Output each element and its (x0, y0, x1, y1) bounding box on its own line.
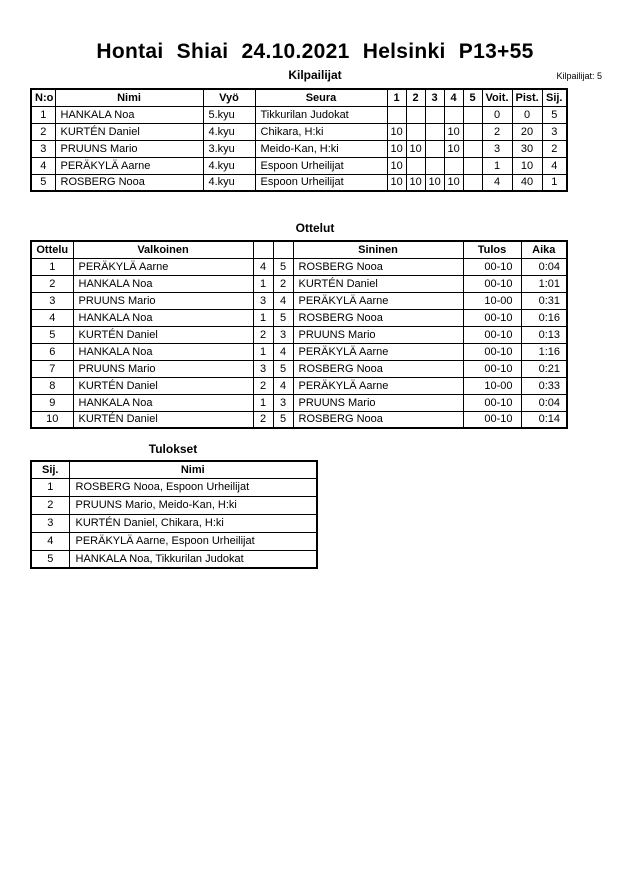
table-cell: 4 (542, 157, 567, 174)
table-cell: PERÄKYLÄ Aarne (73, 258, 253, 275)
column-header (273, 241, 293, 258)
table-cell: 00-10 (463, 394, 521, 411)
table-cell: 4 (31, 309, 73, 326)
table-cell: 4.kyu (203, 123, 255, 140)
table-cell (406, 106, 425, 123)
table-cell: PRUUNS Mario (73, 360, 253, 377)
table-cell: 5 (31, 550, 69, 568)
table-cell: 10 (406, 140, 425, 157)
table-cell (444, 106, 463, 123)
table-row (31, 478, 317, 496)
table-row (31, 309, 567, 326)
column-header: 4 (444, 89, 463, 106)
table-cell: 00-10 (463, 275, 521, 292)
table-cell: 0:31 (521, 292, 567, 309)
table-cell: HANKALA Noa, Tikkurilan Judokat (69, 550, 317, 568)
table-cell (444, 157, 463, 174)
column-header: 5 (463, 89, 482, 106)
table-row (31, 106, 567, 123)
table-cell: PERÄKYLÄ Aarne, Espoon Urheilijat (69, 532, 317, 550)
table-row (31, 292, 567, 309)
table-cell: 5 (273, 411, 293, 428)
table-cell (463, 157, 482, 174)
table-cell (425, 140, 444, 157)
table-cell (425, 123, 444, 140)
table-cell: 5 (273, 360, 293, 377)
table-cell (387, 106, 406, 123)
table-cell: 5 (31, 174, 55, 191)
table-cell (463, 174, 482, 191)
table-cell: 00-10 (463, 326, 521, 343)
column-header: Aika (521, 241, 567, 258)
table-row (31, 532, 317, 550)
table-cell: 30 (512, 140, 542, 157)
table-cell: 4 (482, 174, 512, 191)
table-cell: 3 (31, 140, 55, 157)
table-cell: 1 (31, 478, 69, 496)
table-cell: 1 (253, 309, 273, 326)
section-title-matches: Ottelut (295, 221, 335, 235)
column-header (253, 241, 273, 258)
table-cell: PERÄKYLÄ Aarne (293, 292, 463, 309)
table-cell: 5 (273, 258, 293, 275)
table-cell: 4.kyu (203, 174, 255, 191)
table-cell: Chikara, H:ki (255, 123, 387, 140)
table-cell: 2 (253, 326, 273, 343)
table-cell: 3 (482, 140, 512, 157)
table-cell: 10 (406, 174, 425, 191)
table-cell: 0:04 (521, 394, 567, 411)
column-header: 1 (387, 89, 406, 106)
table-cell: 4 (273, 292, 293, 309)
table-cell: 2 (31, 275, 73, 292)
table-row (31, 123, 567, 140)
table-cell: 4 (31, 157, 55, 174)
column-header: 3 (425, 89, 444, 106)
table-cell: ROSBERG Nooa (293, 309, 463, 326)
table-cell: 20 (512, 123, 542, 140)
results-table (30, 460, 318, 569)
section-title-results: Tulokset (148, 442, 198, 456)
table-cell: 2 (273, 275, 293, 292)
page-title: Hontai Shiai 24.10.2021 Helsinki P13+55 (96, 40, 534, 63)
table-cell: 7 (31, 360, 73, 377)
table-row (31, 514, 317, 532)
table-header-row (31, 89, 567, 106)
column-header: Sij. (542, 89, 567, 106)
table-cell: 2 (31, 496, 69, 514)
table-row (31, 550, 317, 568)
matches-table (30, 240, 568, 429)
table-cell: 1:01 (521, 275, 567, 292)
table-cell: 0 (482, 106, 512, 123)
column-header: Sij. (31, 461, 69, 478)
table-cell: 00-10 (463, 309, 521, 326)
table-header-row (31, 241, 567, 258)
table-cell (425, 106, 444, 123)
table-cell: KURTÉN Daniel (73, 411, 253, 428)
table-cell: 3 (542, 123, 567, 140)
table-cell: 6 (31, 343, 73, 360)
table-cell: 3 (273, 394, 293, 411)
table-cell: 10 (444, 123, 463, 140)
section-title-competitors: Kilpailijat (288, 68, 342, 82)
table-cell: 0:33 (521, 377, 567, 394)
table-cell: 4.kyu (203, 157, 255, 174)
table-cell: 1 (253, 275, 273, 292)
table-cell: 00-10 (463, 258, 521, 275)
table-cell: 1 (31, 258, 73, 275)
column-header: Voit. (482, 89, 512, 106)
table-cell: 5 (542, 106, 567, 123)
table-cell (463, 106, 482, 123)
table-cell: PRUUNS Mario (293, 394, 463, 411)
column-header: Sininen (293, 241, 463, 258)
table-cell: 10 (387, 140, 406, 157)
table-cell (406, 123, 425, 140)
table-row (31, 174, 567, 191)
table-cell: ROSBERG Nooa (55, 174, 203, 191)
table-cell: 4 (273, 377, 293, 394)
table-cell: 3 (31, 514, 69, 532)
table-cell: 0:04 (521, 258, 567, 275)
table-cell: ROSBERG Nooa (293, 411, 463, 428)
table-cell (463, 140, 482, 157)
table-cell: 5 (273, 309, 293, 326)
table-cell: 10-00 (463, 377, 521, 394)
table-cell: KURTÉN Daniel (73, 326, 253, 343)
table-cell: PERÄKYLÄ Aarne (293, 343, 463, 360)
table-row (31, 411, 567, 428)
column-header: 2 (406, 89, 425, 106)
competitors-count-label: Kilpailijat: 5 (556, 71, 602, 81)
table-cell: ROSBERG Nooa (293, 258, 463, 275)
column-header: Pist. (512, 89, 542, 106)
table-cell: 1:16 (521, 343, 567, 360)
table-cell: 1 (482, 157, 512, 174)
table-cell: Tikkurilan Judokat (255, 106, 387, 123)
table-cell: 2 (482, 123, 512, 140)
column-header: Tulos (463, 241, 521, 258)
table-cell: 10 (444, 174, 463, 191)
table-cell: PRUUNS Mario (293, 326, 463, 343)
table-cell: Espoon Urheilijat (255, 174, 387, 191)
table-cell: 00-10 (463, 360, 521, 377)
table-row (31, 140, 567, 157)
table-cell: 3 (31, 292, 73, 309)
competitors-table (30, 88, 568, 192)
table-cell: 1 (31, 106, 55, 123)
table-cell: 4 (253, 258, 273, 275)
table-cell (425, 157, 444, 174)
table-cell: 10 (444, 140, 463, 157)
table-cell: 0:13 (521, 326, 567, 343)
table-cell: Espoon Urheilijat (255, 157, 387, 174)
table-cell: Meido-Kan, H:ki (255, 140, 387, 157)
table-cell: 40 (512, 174, 542, 191)
table-cell: PRUUNS Mario (55, 140, 203, 157)
table-cell: 00-10 (463, 343, 521, 360)
table-cell: 3 (253, 292, 273, 309)
table-cell: KURTÉN Daniel, Chikara, H:ki (69, 514, 317, 532)
column-header: Nimi (69, 461, 317, 478)
table-row (31, 275, 567, 292)
column-header: Vyö (203, 89, 255, 106)
table-cell: 1 (253, 394, 273, 411)
table-cell: 3 (253, 360, 273, 377)
table-row (31, 394, 567, 411)
table-cell (463, 123, 482, 140)
table-cell: 10 (425, 174, 444, 191)
table-cell: 3 (273, 326, 293, 343)
table-cell: HANKALA Noa (73, 394, 253, 411)
column-header: N:o (31, 89, 55, 106)
table-cell: 10 (387, 123, 406, 140)
table-header-row (31, 461, 317, 478)
column-header: Valkoinen (73, 241, 253, 258)
table-cell: 10 (512, 157, 542, 174)
table-row (31, 377, 567, 394)
table-cell: 5.kyu (203, 106, 255, 123)
table-cell: KURTÉN Daniel (55, 123, 203, 140)
table-cell: HANKALA Noa (73, 343, 253, 360)
table-cell: PERÄKYLÄ Aarne (55, 157, 203, 174)
table-cell: 10 (31, 411, 73, 428)
table-cell: 4 (273, 343, 293, 360)
table-row (31, 157, 567, 174)
table-cell: 1 (253, 343, 273, 360)
table-cell: 10 (387, 174, 406, 191)
table-cell: 3.kyu (203, 140, 255, 157)
table-cell: 4 (31, 532, 69, 550)
table-cell: 8 (31, 377, 73, 394)
table-cell: PRUUNS Mario, Meido-Kan, H:ki (69, 496, 317, 514)
table-cell: 0:14 (521, 411, 567, 428)
table-row (31, 496, 317, 514)
table-row (31, 326, 567, 343)
table-cell: 1 (542, 174, 567, 191)
table-cell: 2 (253, 411, 273, 428)
table-cell: 10-00 (463, 292, 521, 309)
table-row (31, 258, 567, 275)
table-cell: PRUUNS Mario (73, 292, 253, 309)
table-cell: KURTÉN Daniel (293, 275, 463, 292)
table-cell: KURTÉN Daniel (73, 377, 253, 394)
column-header: Nimi (55, 89, 203, 106)
table-cell: ROSBERG Nooa, Espoon Urheilijat (69, 478, 317, 496)
table-cell: PERÄKYLÄ Aarne (293, 377, 463, 394)
table-cell: 2 (31, 123, 55, 140)
table-row (31, 360, 567, 377)
table-cell: 0 (512, 106, 542, 123)
table-cell: HANKALA Noa (73, 275, 253, 292)
column-header: Ottelu (31, 241, 73, 258)
column-header: Seura (255, 89, 387, 106)
table-row (31, 343, 567, 360)
table-cell: HANKALA Noa (55, 106, 203, 123)
table-cell: 2 (253, 377, 273, 394)
table-cell: 00-10 (463, 411, 521, 428)
table-cell: 0:21 (521, 360, 567, 377)
table-cell: 10 (387, 157, 406, 174)
table-cell: 9 (31, 394, 73, 411)
table-cell: ROSBERG Nooa (293, 360, 463, 377)
table-cell: HANKALA Noa (73, 309, 253, 326)
table-cell: 2 (542, 140, 567, 157)
table-cell: 5 (31, 326, 73, 343)
table-cell: 0:16 (521, 309, 567, 326)
table-cell (406, 157, 425, 174)
